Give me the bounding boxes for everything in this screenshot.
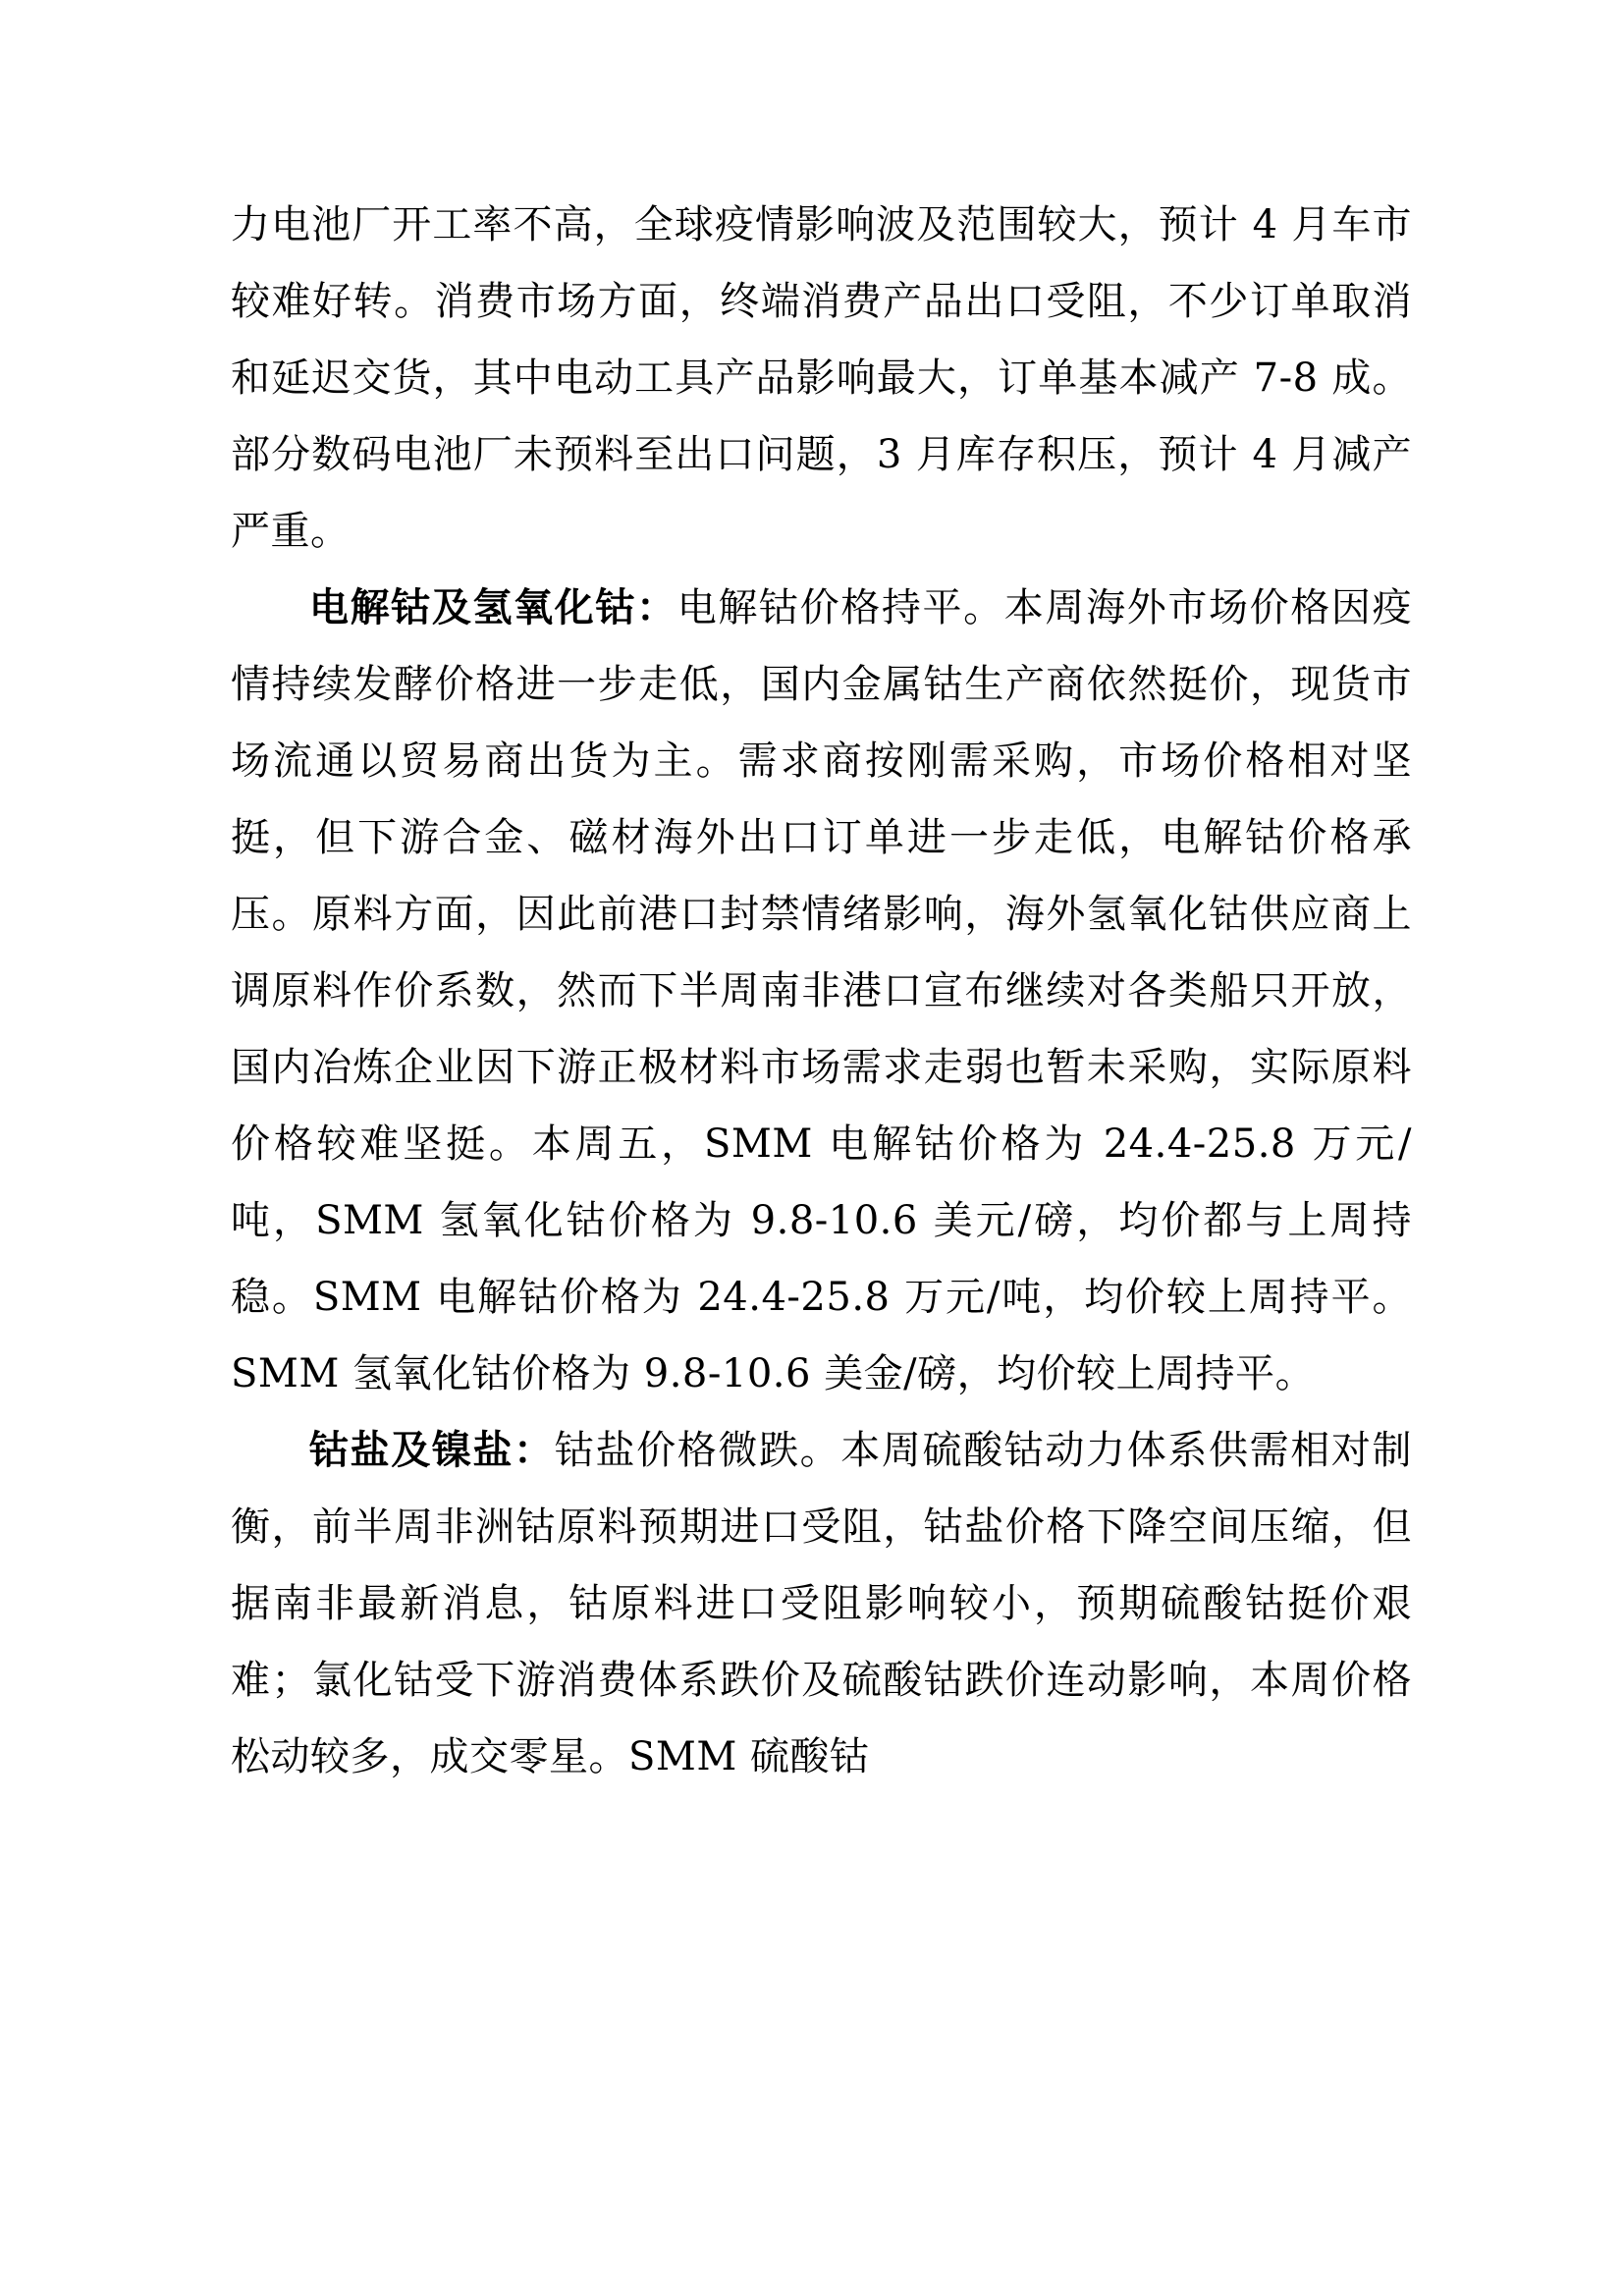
paragraph-2-lead: 电解钴及氢氧化钴： xyxy=(309,584,677,630)
paragraph-3-text: 钴盐价格微跌。本周硫酸钴动力体系供需相对制衡，前半周非洲钴原料预期进口受阻，钴盐价格下降空间压缩，但据南非最新消息，钴原料进口受阻影响较小，预期硫酸钴挺价艰难；氯化钴受下游消费体系跌价及硫酸钴跌价连动影响，本周价格松动较多，成交零星。SMM 硫酸钴 xyxy=(231,1428,1413,1779)
paragraph-3-lead: 钴盐及镍盐： xyxy=(309,1427,555,1473)
document-body xyxy=(231,187,1412,1795)
paragraph-1 xyxy=(231,187,1412,570)
paragraph-2 xyxy=(231,570,1412,1412)
paragraph-2-text: 电解钴价格持平。本周海外市场价格因疫情持续发酵价格进一步走低，国内金属钴生产商依然挺价，现货市场流通以贸易商出货为主。需求商按刚需采购，市场价格相对坚挺，但下游合金、磁材海外出口订单进一步走低，电解钴价格承压。原料方面，因此前港口封禁情绪影响，海外氢氧化钴供应商上调原料作价系数，然而下半周南非港口宣布继续对各类船只开放，国内冶炼企业因下游正极材料市场需求走弱也暂未采购，实际原料价格较难坚挺。本周五，SMM 电解钴价格为 24.4-25.8 万元/吨，SMM 氢氧化钴价格为 9.8-10.6 美元/磅，均价都与上周持稳。SMM 电解钴价格为 24.4-25.8 万元/吨，均价较上周持平。SMM 氢氧化钴价格为 9.8-10.6 美金/磅，均价较上周持平。 xyxy=(231,585,1413,1396)
paragraph-1-text: 力电池厂开工率不高，全球疫情影响波及范围较大，预计 4 月车市较难好转。消费市场方面，终端消费产品出口受阻，不少订单取消和延迟交货，其中电动工具产品影响最大，订单基本减产 7-8 成。部分数码电池厂未预料至出口问题，3 月库存积压，预计 4 月减产严重。 xyxy=(231,202,1412,554)
paragraph-3 xyxy=(231,1412,1412,1795)
